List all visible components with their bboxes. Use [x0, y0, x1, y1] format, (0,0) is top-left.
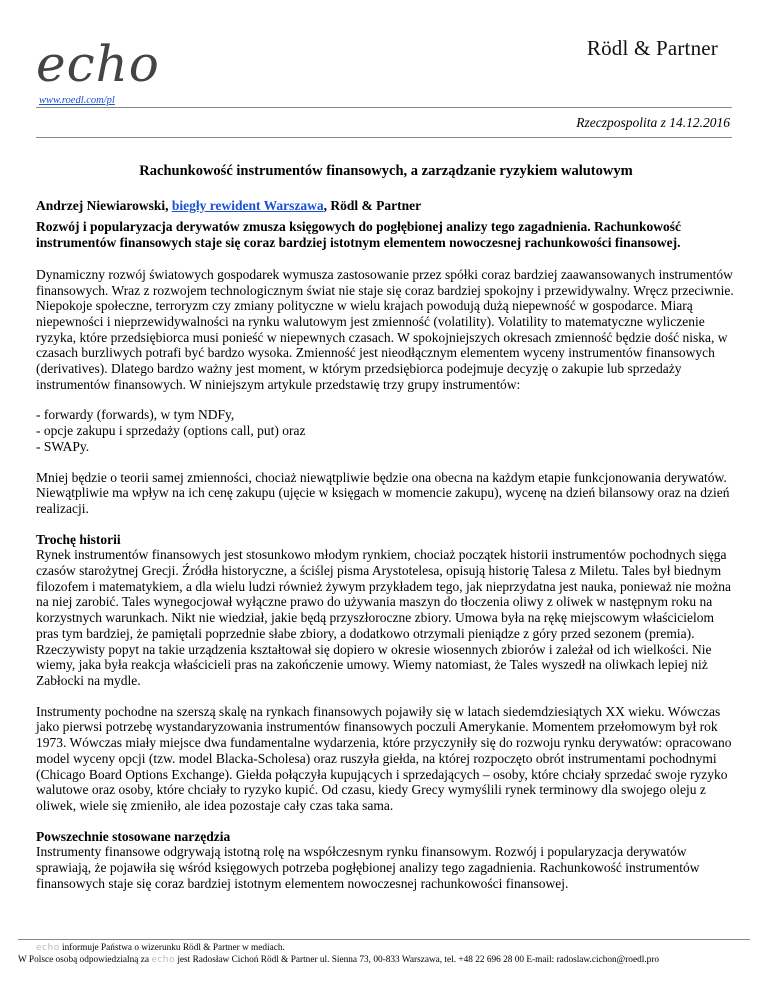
volatility-paragraph: Mniej będzie o teorii samej zmienności, chociaż niewątpliwie będzie ona obecna na każdym etapie funkcjonowania derywatów. Niewątpliwie ma wpływ na ich cenę zakupu (ujęcie w księgach w momencie zakupu), wycenę na dzień bilansowy oraz na dzień realizacji.: [36, 469, 730, 516]
list-item: - opcje zakupu i sprzedaży (options call, put) oraz: [36, 423, 306, 439]
list-item: - forwardy (forwards), w tym NDFy,: [36, 407, 235, 423]
footer-line-1: [18, 942, 758, 954]
echo-logo: echo: [36, 35, 160, 93]
footer-text-2a: W Polsce osobą odpowiedzialną za: [18, 955, 152, 965]
section-heading-history: Trochę historii: [36, 531, 121, 547]
header-top-rule: [36, 107, 732, 108]
footer-text-1: informuje Państwa o wizerunku Rödl & Partner w mediach.: [59, 943, 285, 953]
page-footer: [18, 942, 758, 966]
article-body: [36, 164, 736, 906]
brand-logo: Rödl & Partner: [586, 36, 718, 60]
website-link[interactable]: www.roedl.com/pl: [39, 95, 115, 106]
author-org: , Rödl & Partner: [323, 197, 422, 213]
tools-paragraph: Instrumenty finansowe odgrywają istotną rolę na współczesnym rynku finansowym. Rozwój i popularyzacja derywatów sprawiają, że pojawiła się wśród księgowych potrzeba pogłębionej analizy tego zagadnienia. Rachunkowość instrumentów finansowych staje się coraz bardziej istotnym elementem nowoczesnej rachunkowości finansowej.: [36, 844, 700, 891]
list-item: - SWAPy.: [36, 438, 90, 454]
header-bottom-rule: [36, 137, 732, 138]
section-heading-tools: Powszechnie stosowane narzędzia: [36, 828, 231, 844]
history-paragraph: Rynek instrumentów finansowych jest stosunkowo młodym rynkiem, chociaż początek historii instrumentów pochodnych sięga czasów starożytnej Grecji. Źródła historyczne, a ściślej pisma Arystotelesa, opisują historię Talesa z Miletu. Tales był biednym filozofem i matematykiem, a dla wielu ludzi również żywym przykładem tego, jak nieprzydatna jest nauka, ponieważ nie można na niej zarobić. Tales wynegocjował wyłączne prawo do używania maszyn do tłoczenia oliwy z oliwek w następnym roku na korzystnych warunkach. Nikt nie wiedział, jakie będą przyszłoroczne zbiory. Umowa była na rękę miejscowym właścicielom pras tym bardziej, że pamiętali poprzednie słabe zbiory, a dodatkowo otrzymali pieniądze z góry przed sezonem (premia). Rzeczywisty popyt na takie urządzenia kształtował się dopiero w okresie wiosennych zbiorów i zależał od ich wielkości. Nie wiemy, jaka była reakcja właścicieli pras na zakończenie umowy. Wiemy natomiast, że Tales wyszedł na oliwkach lepiej niż Zabłocki na mydle.: [36, 547, 731, 688]
article-lead: Rozwój i popularyzacja derywatów zmusza księgowych do pogłębionej analizy tego zagadnienia. Rachunkowość instrumentów finansowych staje się coraz bardziej istotnym elementem nowoczesnej rachunkowości finansowej.: [36, 219, 681, 251]
footer-line-2: [18, 954, 758, 966]
intro-paragraph: Dynamiczny rozwój światowych gospodarek wymusza zastosowanie przez spółki coraz bardziej zaawansowanych instrumentów finansowych. Wraz z rozwojem technologicznym świat nie staje się coraz bardziej spokojny i przewidywalny. Wręcz przeciwnie. Niepokoje społeczne, terroryzm czy zmiany polityczne w wielu krajach powodują dużą niepewność w gospodarce. Miarą niepewności i nieprzewidywalności na rynku walutowym jest zmienność (volatility). Volatility to matematyczne wyliczenie ryzyka, które przedsiębiorca musi ponieść w niepewnych czasach. W spokojniejszych okresach zmienność będzie dość niska, w czasach burzliwych potrafi być bardzo wysoka. Zmienność jest nieodłącznym elementem wyceny instrumentów finansowych (derivatives). Dlatego bardzo ważny jest moment, w którym przedsiębiorca podejmuje decyzję o zakupie lub sprzedaży instrumentów finansowych. W niniejszym artykule przedstawię trzy grupy instrumentów:: [36, 266, 734, 392]
footer-rule: [18, 939, 750, 940]
author-name: Andrzej Niewiarowski,: [36, 197, 172, 213]
footer-contact: jest Radosław Cichoń Rödl & Partner ul. Sienna 73, 00-833 Warszawa, tel. +48 22 696 28 00 E-mail: radoslaw.cichon@roedl.pro: [175, 955, 660, 965]
article-title: Rachunkowość instrumentów finansowych, a zarządzanie ryzykiem walutowym: [139, 163, 633, 179]
author-role-link[interactable]: biegły rewident Warszawa: [171, 197, 324, 213]
footer-echo-logo-inline: echo: [151, 955, 176, 965]
source-date: Rzeczpospolita z 14.12.2016: [576, 115, 730, 130]
article-byline: [36, 198, 736, 214]
instrument-list: [36, 407, 736, 454]
derivatives-paragraph: Instrumenty pochodne na szerszą skalę na rynkach finansowych pojawiły się w latach siedemdziesiątych XX wieku. Wówczas jako pierwsi potrzebę wystandaryzowania instrumentów finansowych poczuli Amerykanie. Momentem przełomowym był rok 1973. Wówczas miały miejsce dwa fundamentalne wydarzenia, które przyczyniły się do rozwoju rynku derywatów: opracowano model wyceny opcji (tzw. model Blacka-Scholesa) oraz ruszyła giełda, na której rozpoczęto obrót instrumentami pochodnymi (Chicago Board Options Exchange). Giełda połączyła kupujących i sprzedających – osoby, które chciały sprzedać swoje ryzyko walutowe oraz osoby, które chciały to ryzyko kupić. Od czasu, kiedy Grecy wymyślili rynek terminowy dla swojego oleju z oliwek, wiele się zmieniło, ale idea pozostaje cały czas taka sama.: [36, 703, 732, 813]
footer-echo-logo: echo: [36, 943, 60, 953]
